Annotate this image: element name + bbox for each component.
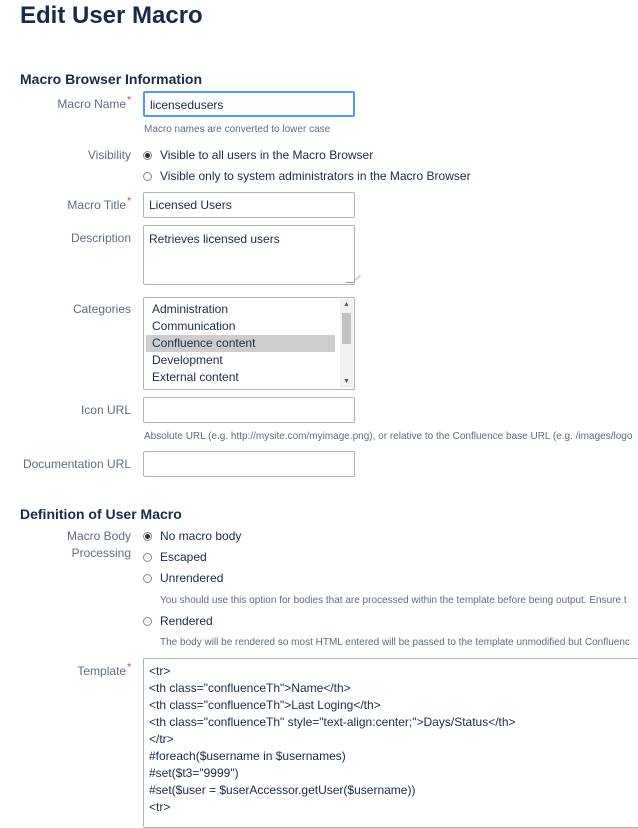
macro-name-hint: Macro names are converted to lower case (144, 124, 331, 135)
template-line: #set($t3="9999") (149, 766, 239, 780)
radio-body-unrendered[interactable] (143, 574, 152, 583)
documentation-url-input[interactable] (143, 451, 355, 477)
template-line: <th class="confluenceTh">Name</th> (149, 681, 351, 695)
section-title-definition: Definition of User Macro (20, 506, 182, 522)
scrollbar-thumb[interactable] (342, 313, 351, 344)
macro-name-label: Macro Name* (57, 95, 131, 111)
description-textarea[interactable]: Retrieves licensed users (143, 225, 355, 285)
template-editor[interactable] (143, 658, 638, 828)
required-mark: * (127, 196, 131, 207)
category-option[interactable]: External content (152, 370, 239, 384)
page-title: Edit User Macro (20, 2, 203, 29)
visibility-option-admins[interactable]: Visible only to system administrators in the Macro Browser (143, 169, 471, 183)
template-line: <tr> (149, 664, 171, 678)
rendered-hint: The body will be rendered so most HTML entered will be passed to the template unmodified but Confluenc (160, 637, 630, 648)
description-label: Description (70, 231, 131, 245)
icon-url-hint: Absolute URL (e.g. http://mysite.com/myimage.png), or relative to the Confluence base URL (e.g. /images/logo (144, 431, 633, 442)
triangle-up-icon[interactable]: ▲ (343, 301, 350, 308)
template-line: <th class="confluenceTh">Last Loging</th> (149, 698, 381, 712)
radio-body-none[interactable] (143, 532, 152, 541)
radio-body-rendered[interactable] (143, 617, 152, 626)
section-title-macro-browser: Macro Browser Information (20, 71, 203, 87)
visibility-label: Visibility (87, 148, 131, 162)
icon-url-label: Icon URL (80, 403, 131, 417)
radio-visibility-all[interactable] (143, 151, 152, 160)
radio-body-escaped[interactable] (143, 553, 152, 562)
body-option-escaped[interactable]: Escaped (143, 550, 207, 564)
template-line: #foreach($username in $usernames) (149, 749, 346, 763)
body-option-unrendered[interactable]: Unrendered (143, 571, 223, 585)
macro-name-input[interactable]: licensedusers (143, 91, 355, 117)
resize-grip-icon[interactable] (345, 275, 361, 283)
template-line: #set($user = $userAccessor.getUser($username)) (149, 783, 416, 797)
required-mark: * (127, 662, 131, 673)
categories-listbox[interactable] (143, 297, 355, 390)
categories-label: Categories (72, 302, 131, 316)
body-option-rendered[interactable]: Rendered (143, 614, 213, 628)
visibility-option-all[interactable]: Visible to all users in the Macro Browser (143, 148, 373, 162)
required-mark: * (127, 95, 131, 106)
template-label: Template* (77, 662, 131, 678)
category-option[interactable]: Development (152, 353, 223, 367)
body-option-none[interactable]: No macro body (143, 529, 241, 543)
unrendered-hint: You should use this option for bodies that are processed within the template before being output. Ensure t (160, 595, 627, 606)
macro-title-label: Macro Title* (67, 196, 131, 212)
categories-scrollbar[interactable] (340, 299, 353, 388)
category-option[interactable]: Confluence content (146, 335, 335, 352)
macro-title-input[interactable]: Licensed Users (143, 192, 355, 218)
category-option[interactable]: Communication (152, 319, 236, 333)
template-line: <th class="confluenceTh" style="text-align:center;">Days/Status</th> (149, 715, 516, 729)
template-line: </tr> (149, 732, 174, 746)
radio-visibility-admins[interactable] (143, 172, 152, 181)
documentation-url-label: Documentation URL (22, 457, 131, 471)
icon-url-input[interactable] (143, 397, 355, 423)
triangle-down-icon[interactable]: ▼ (343, 378, 350, 385)
category-option[interactable]: Administration (152, 302, 229, 316)
body-processing-label: Macro Body Processing (66, 529, 131, 560)
template-line: <tr> (149, 800, 171, 814)
